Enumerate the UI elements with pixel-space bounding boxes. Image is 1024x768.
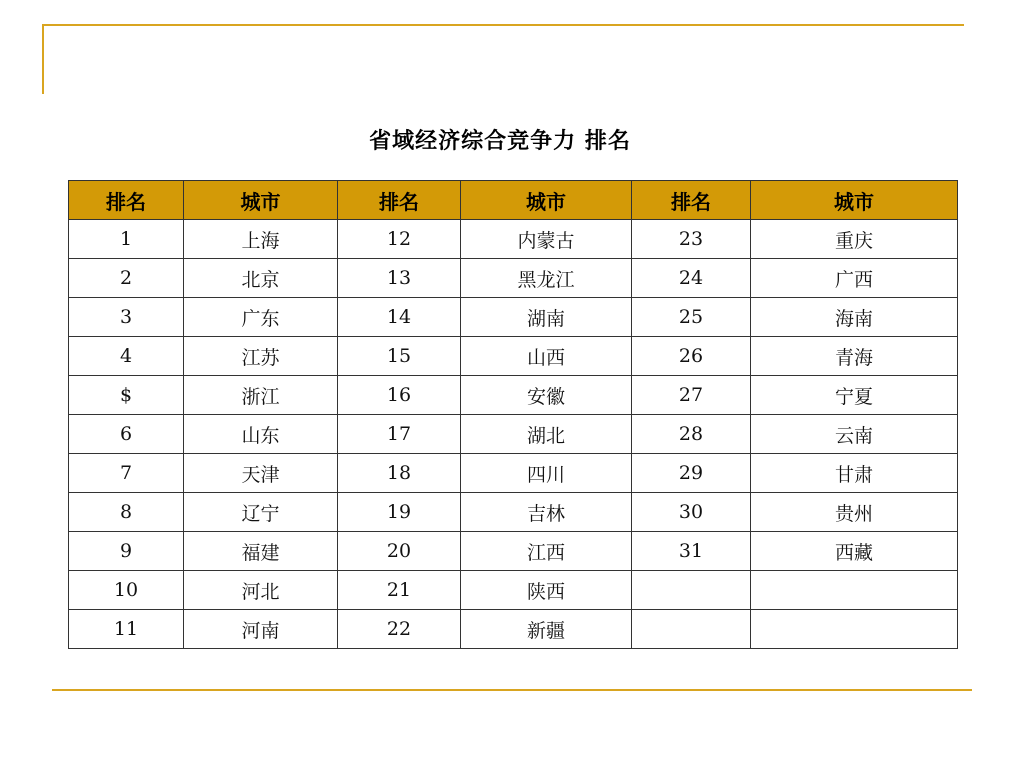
rank-cell: 30 bbox=[632, 493, 751, 532]
rank-cell: 24 bbox=[632, 259, 751, 298]
header-city: 城市 bbox=[461, 181, 632, 220]
rank-cell: 13 bbox=[338, 259, 461, 298]
table-row bbox=[69, 376, 958, 415]
table-row bbox=[69, 298, 958, 337]
rank-cell: 12 bbox=[338, 220, 461, 259]
city-cell: 河南 bbox=[184, 610, 338, 649]
rank-cell: 9 bbox=[69, 532, 184, 571]
rank-cell: 18 bbox=[338, 454, 461, 493]
city-cell: 江西 bbox=[461, 532, 632, 571]
header-rank: 排名 bbox=[338, 181, 461, 220]
city-cell: 海南 bbox=[751, 298, 958, 337]
decorative-top-line bbox=[42, 24, 964, 26]
city-cell: 甘肃 bbox=[751, 454, 958, 493]
ranking-table bbox=[68, 180, 958, 649]
decorative-left-line bbox=[42, 24, 44, 94]
page-title: 省域经济综合竞争力 排名 bbox=[369, 129, 631, 154]
rank-cell: 27 bbox=[632, 376, 751, 415]
rank-cell: 29 bbox=[632, 454, 751, 493]
rank-cell: 4 bbox=[69, 337, 184, 376]
rank-cell: 14 bbox=[338, 298, 461, 337]
rank-cell: $ bbox=[69, 376, 184, 415]
city-cell: 山东 bbox=[184, 415, 338, 454]
city-cell: 河北 bbox=[184, 571, 338, 610]
rank-cell: 17 bbox=[338, 415, 461, 454]
city-cell: 浙江 bbox=[184, 376, 338, 415]
rank-cell: 1 bbox=[69, 220, 184, 259]
city-cell: 山西 bbox=[461, 337, 632, 376]
city-cell: 江苏 bbox=[184, 337, 338, 376]
rank-cell: 8 bbox=[69, 493, 184, 532]
city-cell: 福建 bbox=[184, 532, 338, 571]
rank-cell: 19 bbox=[338, 493, 461, 532]
table-row bbox=[69, 337, 958, 376]
city-cell: 北京 bbox=[184, 259, 338, 298]
city-cell: 陕西 bbox=[461, 571, 632, 610]
header-rank: 排名 bbox=[69, 181, 184, 220]
table-header-row bbox=[69, 181, 958, 220]
city-cell: 内蒙古 bbox=[461, 220, 632, 259]
city-cell: 湖南 bbox=[461, 298, 632, 337]
city-cell: 西藏 bbox=[751, 532, 958, 571]
city-cell: 重庆 bbox=[751, 220, 958, 259]
city-cell: 贵州 bbox=[751, 493, 958, 532]
table-row bbox=[69, 220, 958, 259]
city-cell: 黑龙江 bbox=[461, 259, 632, 298]
header-city: 城市 bbox=[184, 181, 338, 220]
city-cell bbox=[751, 571, 958, 610]
city-cell: 安徽 bbox=[461, 376, 632, 415]
city-cell: 湖北 bbox=[461, 415, 632, 454]
rank-cell: 10 bbox=[69, 571, 184, 610]
rank-cell: 23 bbox=[632, 220, 751, 259]
rank-cell: 6 bbox=[69, 415, 184, 454]
rank-cell: 21 bbox=[338, 571, 461, 610]
city-cell: 广西 bbox=[751, 259, 958, 298]
rank-cell: 25 bbox=[632, 298, 751, 337]
city-cell: 辽宁 bbox=[184, 493, 338, 532]
rank-cell: 28 bbox=[632, 415, 751, 454]
header-city: 城市 bbox=[751, 181, 958, 220]
rank-cell: 2 bbox=[69, 259, 184, 298]
table-row bbox=[69, 571, 958, 610]
table-row bbox=[69, 493, 958, 532]
rank-cell: 11 bbox=[69, 610, 184, 649]
city-cell: 宁夏 bbox=[751, 376, 958, 415]
rank-cell: 16 bbox=[338, 376, 461, 415]
table-row bbox=[69, 259, 958, 298]
table-row bbox=[69, 610, 958, 649]
rank-cell: 15 bbox=[338, 337, 461, 376]
rank-cell: 3 bbox=[69, 298, 184, 337]
city-cell: 天津 bbox=[184, 454, 338, 493]
city-cell bbox=[751, 610, 958, 649]
rank-cell: 7 bbox=[69, 454, 184, 493]
rank-cell: 31 bbox=[632, 532, 751, 571]
rank-cell bbox=[632, 571, 751, 610]
city-cell: 四川 bbox=[461, 454, 632, 493]
rank-cell bbox=[632, 610, 751, 649]
header-rank: 排名 bbox=[632, 181, 751, 220]
city-cell: 广东 bbox=[184, 298, 338, 337]
city-cell: 青海 bbox=[751, 337, 958, 376]
rank-cell: 20 bbox=[338, 532, 461, 571]
city-cell: 新疆 bbox=[461, 610, 632, 649]
city-cell: 吉林 bbox=[461, 493, 632, 532]
rank-cell: 22 bbox=[338, 610, 461, 649]
city-cell: 上海 bbox=[184, 220, 338, 259]
city-cell: 云南 bbox=[751, 415, 958, 454]
table-row bbox=[69, 532, 958, 571]
table-row bbox=[69, 454, 958, 493]
table-row bbox=[69, 415, 958, 454]
rank-cell: 26 bbox=[632, 337, 751, 376]
decorative-bottom-line bbox=[52, 689, 972, 691]
